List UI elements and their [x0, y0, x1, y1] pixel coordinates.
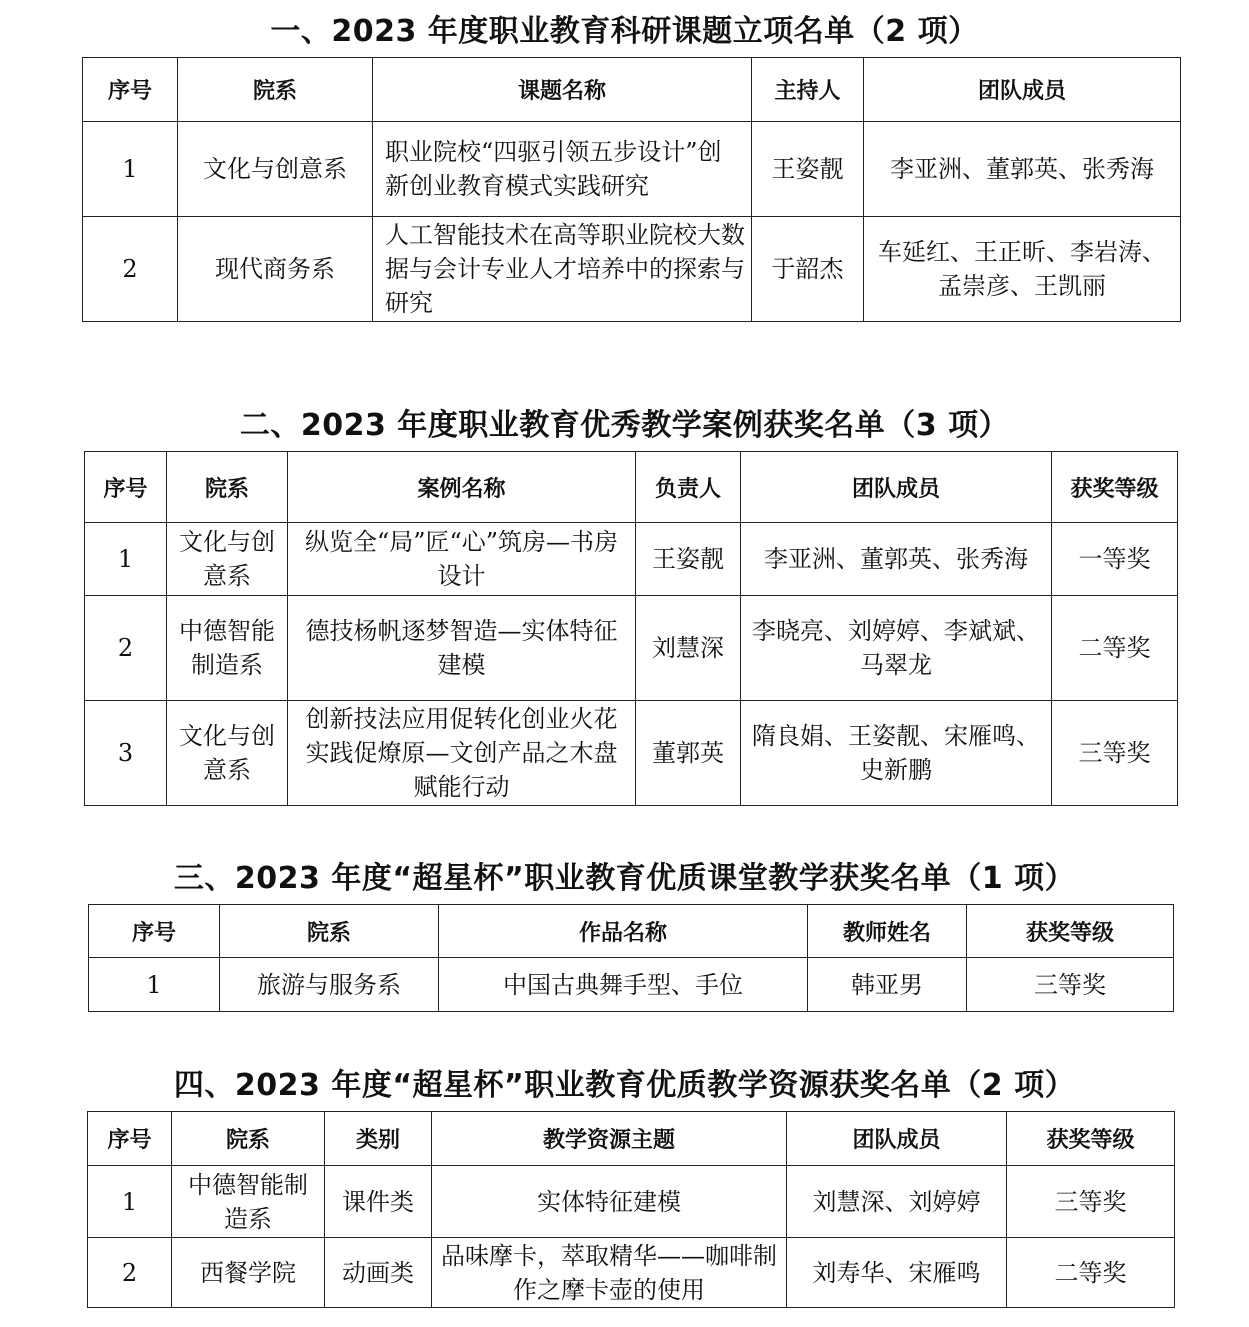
cell-team: 刘慧深、刘婷婷: [787, 1166, 1007, 1238]
header-award: 获奖等级: [1007, 1112, 1175, 1166]
cell-team: 隋良娟、王姿靓、宋雁鸣、史新鹏: [741, 701, 1052, 806]
header-department: 院系: [172, 1112, 325, 1166]
header-host: 主持人: [752, 58, 864, 122]
header-department: 院系: [167, 452, 288, 523]
table-row: [83, 217, 1181, 322]
header-leader: 负责人: [636, 452, 741, 523]
cell-team: 李亚洲、董郭英、张秀海: [864, 122, 1181, 217]
cell-case-name: 创新技法应用促转化创业火花实践促燎原—文创产品之木盘赋能行动: [288, 701, 636, 806]
header-award: 获奖等级: [1052, 452, 1178, 523]
table-row: [83, 122, 1181, 217]
cell-case-name: 德技杨帆逐梦智造—实体特征建模: [288, 596, 636, 701]
cell-teacher: 韩亚男: [808, 958, 967, 1012]
section4-title: 四、2023 年度“超星杯”职业教育优质教学资源获奖名单（2 项）: [173, 1068, 1076, 1103]
table-header-row: [88, 1112, 1175, 1166]
cell-resource-topic: 实体特征建模: [432, 1166, 787, 1238]
cell-award: 三等奖: [1052, 701, 1178, 806]
table-header-row: [83, 58, 1181, 122]
table-row: [85, 701, 1178, 806]
header-category: 类别: [325, 1112, 432, 1166]
cell-index: 3: [85, 701, 167, 806]
header-index: 序号: [88, 1112, 172, 1166]
cell-award: 二等奖: [1007, 1238, 1175, 1308]
header-team: 团队成员: [787, 1112, 1007, 1166]
cell-department: 现代商务系: [178, 217, 373, 322]
cell-index: 1: [89, 958, 220, 1012]
cell-index: 2: [83, 217, 178, 322]
header-team: 团队成员: [864, 58, 1181, 122]
cell-index: 1: [83, 122, 178, 217]
header-index: 序号: [89, 905, 220, 958]
header-award: 获奖等级: [967, 905, 1174, 958]
header-department: 院系: [178, 58, 373, 122]
cell-host: 王姿靓: [752, 122, 864, 217]
cell-project-name: 职业院校“四驱引领五步设计”创新创业教育模式实践研究: [373, 122, 752, 217]
cell-team: 刘寿华、宋雁鸣: [787, 1238, 1007, 1308]
cell-department: 旅游与服务系: [220, 958, 439, 1012]
cell-work-name: 中国古典舞手型、手位: [439, 958, 808, 1012]
teaching-cases-table: [84, 451, 1178, 806]
cell-index: 1: [85, 523, 167, 596]
cell-team: 李晓亮、刘婷婷、李斌斌、马翠龙: [741, 596, 1052, 701]
table-row: [88, 1238, 1175, 1308]
section3-title: 三、2023 年度“超星杯”职业教育优质课堂教学获奖名单（1 项）: [173, 861, 1076, 896]
header-case-name: 案例名称: [288, 452, 636, 523]
cell-award: 三等奖: [967, 958, 1174, 1012]
section2-title: 二、2023 年度职业教育优秀教学案例获奖名单（3 项）: [239, 408, 1010, 443]
cell-leader: 王姿靓: [636, 523, 741, 596]
cell-host: 于韶杰: [752, 217, 864, 322]
cell-case-name: 纵览全“局”匠“心”筑房—书房设计: [288, 523, 636, 596]
cell-award: 一等奖: [1052, 523, 1178, 596]
table-row: [85, 596, 1178, 701]
cell-leader: 刘慧深: [636, 596, 741, 701]
cell-department: 中德智能制造系: [167, 596, 288, 701]
header-index: 序号: [85, 452, 167, 523]
cell-category: 课件类: [325, 1166, 432, 1238]
table-row: [88, 1166, 1175, 1238]
header-teacher: 教师姓名: [808, 905, 967, 958]
cell-award: 二等奖: [1052, 596, 1178, 701]
cell-department: 中德智能制造系: [172, 1166, 325, 1238]
research-projects-table: [82, 57, 1181, 322]
table-header-row: [89, 905, 1174, 958]
cell-index: 2: [88, 1238, 172, 1308]
cell-award: 三等奖: [1007, 1166, 1175, 1238]
table-row: [89, 958, 1174, 1012]
table-row: [85, 523, 1178, 596]
header-team: 团队成员: [741, 452, 1052, 523]
header-project-name: 课题名称: [373, 58, 752, 122]
section1-title: 一、2023 年度职业教育科研课题立项名单（2 项）: [270, 14, 979, 49]
header-department: 院系: [220, 905, 439, 958]
header-work-name: 作品名称: [439, 905, 808, 958]
classroom-teaching-table: [88, 904, 1174, 1012]
header-index: 序号: [83, 58, 178, 122]
table-header-row: [85, 452, 1178, 523]
cell-index: 2: [85, 596, 167, 701]
cell-department: 西餐学院: [172, 1238, 325, 1308]
cell-category: 动画类: [325, 1238, 432, 1308]
cell-department: 文化与创意系: [167, 701, 288, 806]
header-resource-topic: 教学资源主题: [432, 1112, 787, 1166]
cell-project-name: 人工智能技术在高等职业院校大数据与会计专业人才培养中的探索与研究: [373, 217, 752, 322]
cell-team: 车延红、王正昕、李岩涛、孟崇彦、王凯丽: [864, 217, 1181, 322]
cell-department: 文化与创意系: [178, 122, 373, 217]
cell-department: 文化与创意系: [167, 523, 288, 596]
cell-resource-topic: 品味摩卡，萃取精华——咖啡制作之摩卡壶的使用: [432, 1238, 787, 1308]
cell-team: 李亚洲、董郭英、张秀海: [741, 523, 1052, 596]
teaching-resources-table: [87, 1111, 1175, 1308]
cell-leader: 董郭英: [636, 701, 741, 806]
cell-index: 1: [88, 1166, 172, 1238]
